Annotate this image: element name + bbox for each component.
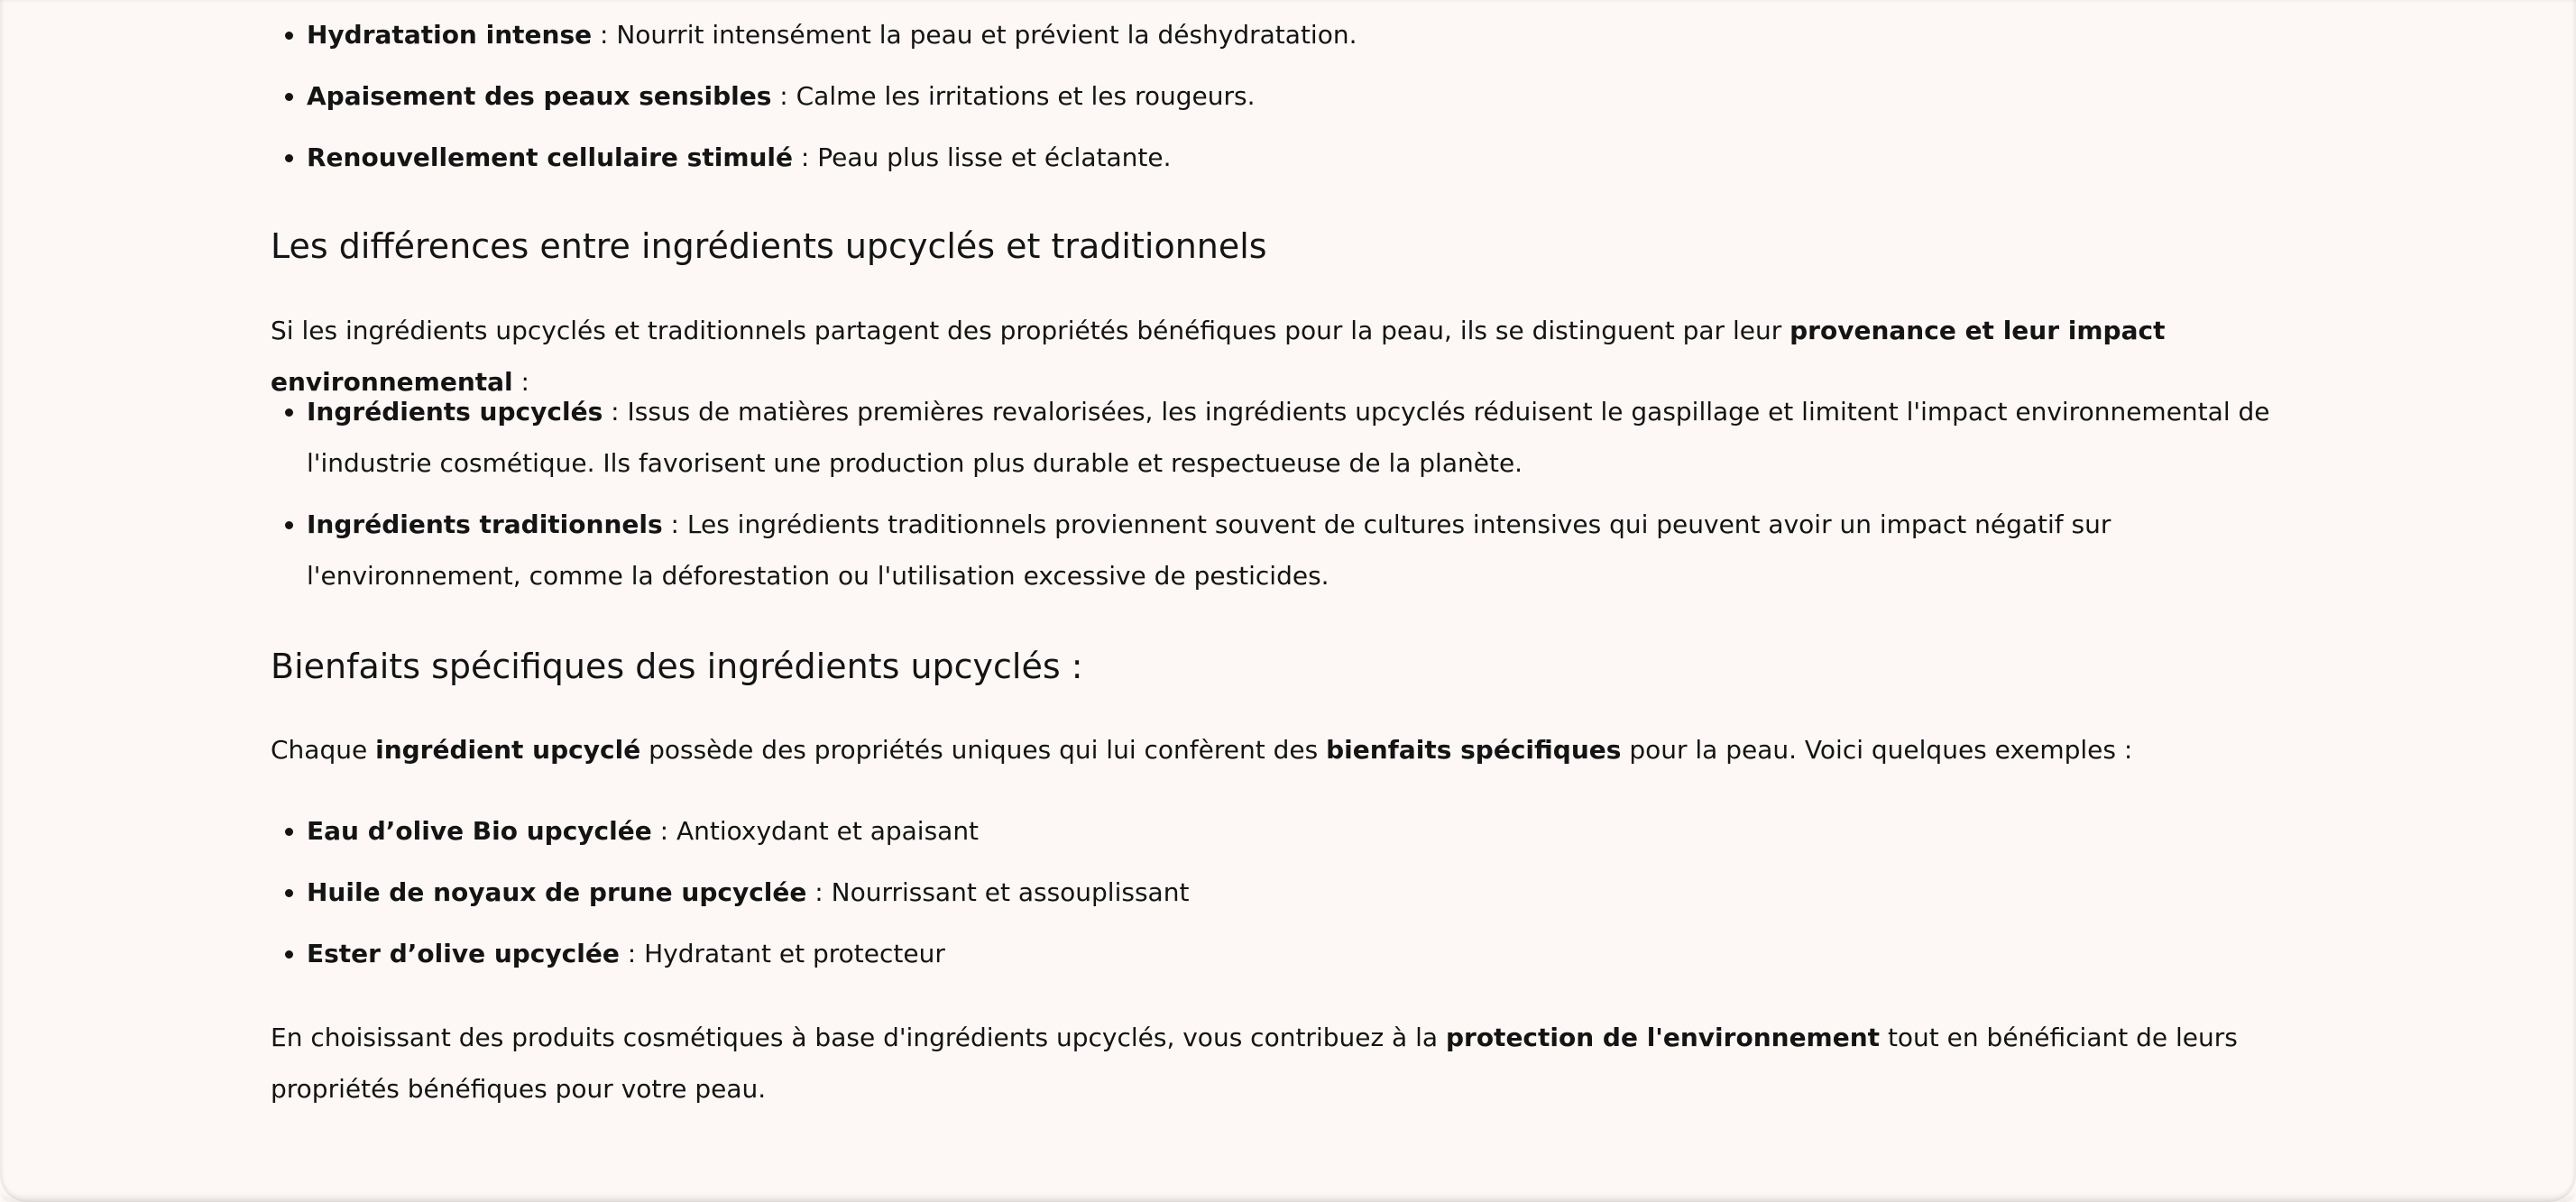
conclusion-text: En choisissant des produits cosmétiques à base d'ingrédients upcyclés, vous contribuez à la [271, 1023, 1446, 1052]
list-item-term: Ingrédients traditionnels [307, 509, 663, 539]
list-item-text: : Issus de matières premières revalorisées, les ingrédients upcyclés réduisent le gaspillage et limitent l'impact environnemental de l'industrie cosmétique. Ils favorisent une production plus durable et respectueuse de la planète. [307, 397, 2270, 478]
list-item-term: Apaisement des peaux sensibles [307, 81, 772, 111]
upcycled-examples-list [271, 805, 1189, 989]
list-item [271, 928, 1189, 979]
list-item-term: Eau d’olive Bio upcyclée [307, 816, 652, 846]
list-item [271, 9, 1357, 60]
list-item-text: : Antioxydant et apaisant [651, 816, 980, 846]
list-item-term: Ingrédients upcyclés [307, 397, 603, 427]
skin-benefits-list [271, 9, 1357, 193]
list-item-term: Hydratation intense [307, 20, 593, 50]
list-item-text: : Nourrissant et assouplissant [806, 877, 1190, 907]
list-item-text: : Hydratant et protecteur [619, 939, 945, 968]
list-item [271, 499, 2291, 601]
list-item [271, 70, 1357, 122]
intro-emphasis: ingrédient upcyclé [375, 735, 641, 765]
intro-text: possède des propriétés uniques qui lui confèrent des [640, 735, 1327, 765]
intro-emphasis: bienfaits spécifiques [1326, 735, 1622, 765]
conclusion-emphasis: protection de l'environnement [1445, 1023, 1881, 1052]
list-item-text: : Calme les irritations et les rougeurs. [771, 81, 1256, 111]
intro-text: Si les ingrédients upcyclés et traditionnels partagent des propriétés bénéfiques pour la peau, ils se distinguent par leur [271, 316, 1790, 345]
intro-emphasis: provenance et leur impact environnemental [271, 316, 2166, 397]
intro-text: : [512, 367, 529, 397]
list-item [271, 805, 1189, 857]
differences-list [271, 386, 2291, 611]
conclusion-paragraph [271, 1012, 2291, 1115]
conclusion-text: tout en bénéficiant de leurs propriétés bénéfiques pour votre peau. [271, 1023, 2238, 1104]
list-item [271, 386, 2291, 489]
section-heading-differences: Les différences entre ingrédients upcyclés et traditionnels [271, 226, 1267, 266]
benefits-intro [271, 724, 2132, 775]
intro-text: pour la peau. Voici quelques exemples : [1621, 735, 2133, 765]
list-item-term: Renouvellement cellulaire stimulé [307, 142, 794, 172]
page-bottom-edge [0, 1191, 2576, 1202]
list-item-term: Ester d’olive upcyclée [307, 939, 620, 968]
list-item-text: : Les ingrédients traditionnels proviennent souvent de cultures intensives qui peuvent avoir un impact négatif sur l'environnement, comme la déforestation ou l'utilisation excessive de pesticides. [307, 509, 2111, 591]
list-item-term: Huile de noyaux de prune upcyclée [307, 877, 807, 907]
section-heading-benefits: Bienfaits spécifiques des ingrédients upcyclés : [271, 647, 1083, 686]
intro-text: Chaque [271, 735, 376, 765]
list-item [271, 132, 1357, 183]
list-item [271, 867, 1189, 918]
list-item-text: : Peau plus lisse et éclatante. [793, 142, 1172, 172]
list-item-text: : Nourrit intensément la peau et prévient la déshydratation. [592, 20, 1357, 50]
